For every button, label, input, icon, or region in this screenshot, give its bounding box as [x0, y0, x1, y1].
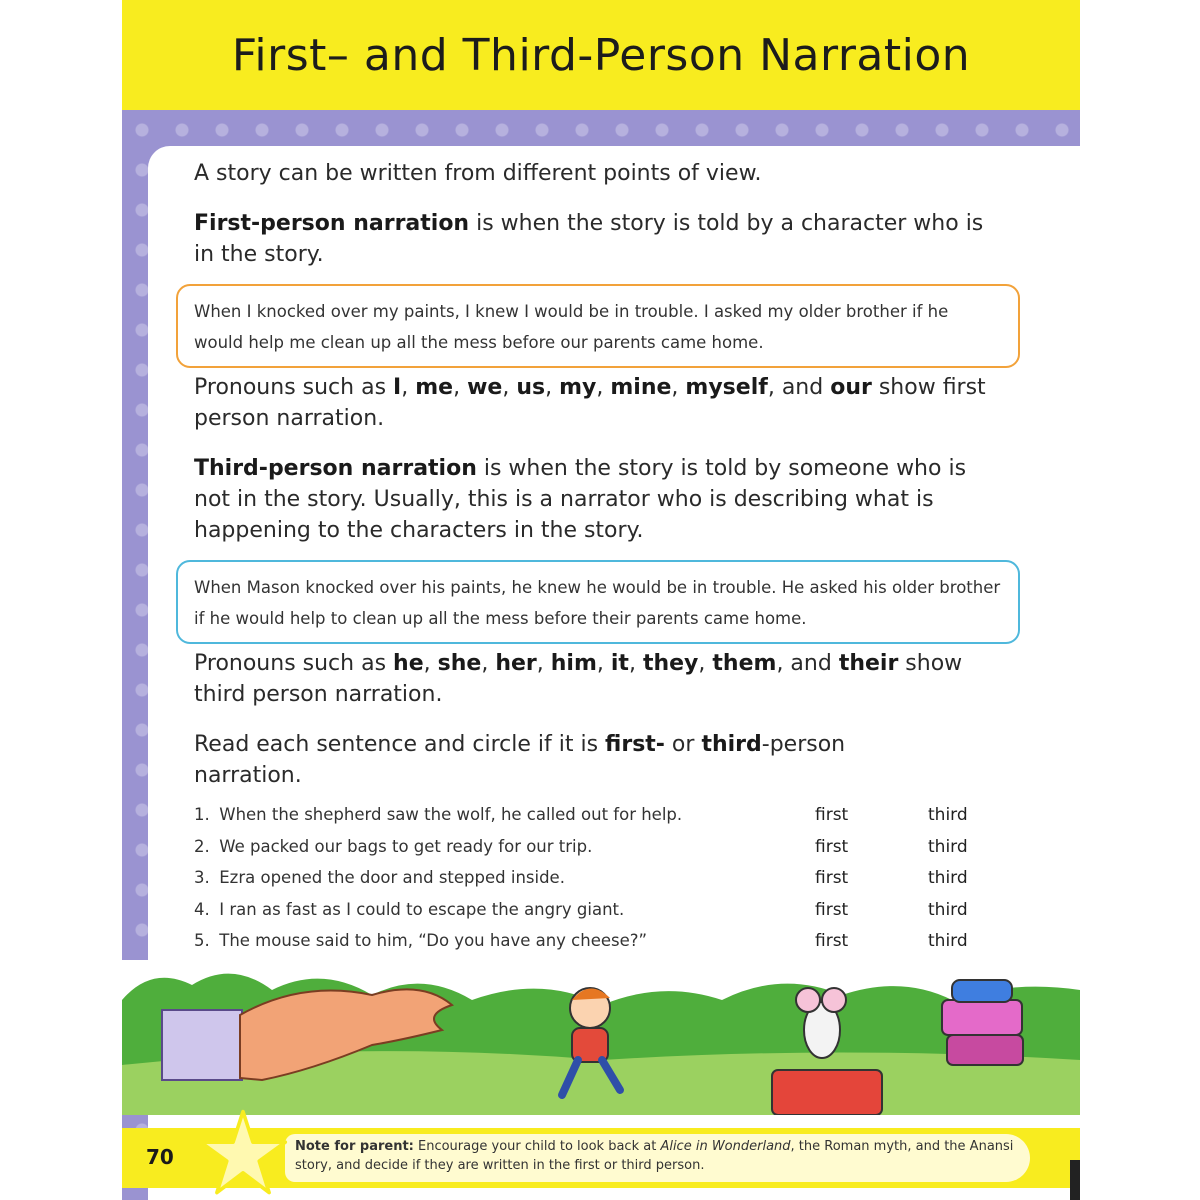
pronoun-tail: show third person narration. — [194, 651, 963, 707]
question-text: Ezra opened the door and stepped inside. — [219, 868, 565, 887]
instruction-third: third — [701, 732, 762, 757]
instruction — [194, 729, 914, 791]
question-row — [194, 895, 1014, 925]
suitcases-illustration — [942, 980, 1023, 1065]
parent-note — [295, 1137, 1015, 1175]
third-person-example-box — [176, 560, 1020, 644]
question-row — [194, 926, 1014, 956]
third-person-definition — [194, 453, 994, 546]
page-number: 70 — [146, 1145, 174, 1169]
question-text: The mouse said to him, “Do you have any cheese?” — [219, 931, 648, 950]
pronoun: I — [393, 375, 402, 400]
option-first[interactable]: first — [815, 805, 849, 825]
story-illustration — [122, 960, 1080, 1115]
instruction-part: -person narration. — [194, 732, 846, 788]
first-person-term: First-person narration — [194, 211, 470, 236]
pronoun: them — [712, 651, 777, 676]
picnic-basket-illustration — [772, 1070, 882, 1115]
option-third[interactable]: third — [928, 805, 968, 825]
pronoun: she — [437, 651, 482, 676]
instruction-first: first- — [605, 732, 665, 757]
pronoun: they — [642, 651, 699, 676]
star-icon — [198, 1108, 288, 1198]
pronoun: we — [467, 375, 503, 400]
option-first[interactable]: first — [815, 868, 849, 888]
instruction-part: or — [664, 732, 702, 757]
intro-text: A story can be written from different points of view. — [194, 161, 762, 186]
option-third[interactable]: third — [928, 931, 968, 951]
pronoun-and: , and — [776, 651, 839, 676]
pronoun: mine — [610, 375, 672, 400]
question-row — [194, 863, 1014, 893]
pronoun: him — [550, 651, 597, 676]
pronoun-lead: Pronouns such as — [194, 375, 394, 400]
option-third[interactable]: third — [928, 868, 968, 888]
option-third[interactable]: third — [928, 900, 968, 920]
question-text: I ran as fast as I could to escape the angry giant. — [219, 900, 625, 919]
question-row — [194, 800, 1014, 830]
question-text: When the shepherd saw the wolf, he called out for help. — [219, 805, 683, 824]
note-label: Note for parent: — [295, 1139, 414, 1154]
pronoun-tail: show first person narration. — [194, 375, 986, 431]
pronoun-and: , and — [767, 375, 831, 400]
pronoun-lead: Pronouns such as — [194, 651, 394, 676]
first-person-example: When I knocked over my paints, I knew I would be in trouble. I asked my older brother if he would help me clean up all the mess before our parents came home. — [194, 302, 949, 352]
pronoun: their — [838, 651, 899, 676]
first-person-pronouns: Pronouns such as I, me, we, us, my, mine, myself, and our show first person narration. — [194, 375, 986, 431]
question-number: 5. — [194, 931, 210, 950]
question-row — [194, 832, 1014, 862]
note-text: , the Roman myth, and the Anansi story, and decide if they are written in the first or third person. — [295, 1139, 1014, 1173]
option-first[interactable]: first — [815, 837, 849, 857]
first-person-example-box — [176, 284, 1020, 368]
pronoun: her — [495, 651, 537, 676]
question-text: We packed our bags to get ready for our trip. — [219, 837, 593, 856]
pronoun: myself — [685, 375, 768, 400]
option-first[interactable]: first — [815, 931, 849, 951]
question-number: 2. — [194, 837, 210, 856]
note-text: Encourage your child to look back at — [413, 1139, 661, 1154]
page-edge-bar — [1070, 1160, 1080, 1200]
page-title: First– and Third-Person Narration — [231, 29, 971, 81]
pronoun: me — [415, 375, 454, 400]
question-number: 4. — [194, 900, 210, 919]
pronoun: my — [559, 375, 597, 400]
option-first[interactable]: first — [815, 900, 849, 920]
instruction-part: Read each sentence and circle if it is — [194, 732, 606, 757]
pronoun: us — [516, 375, 546, 400]
question-number: 3. — [194, 868, 210, 887]
pronoun: he — [393, 651, 424, 676]
first-person-definition — [194, 208, 994, 270]
third-person-definition-text: is when the story is told by someone who is not in the story. Usually, this is a narrator who is describing what is happening to the characters in the story. — [194, 456, 967, 543]
pronoun: it — [610, 651, 629, 676]
note-title: Alice in Wonderland — [660, 1139, 791, 1154]
option-third[interactable]: third — [928, 837, 968, 857]
title-band — [122, 0, 1080, 110]
question-number: 1. — [194, 805, 210, 824]
pronoun: our — [830, 375, 872, 400]
third-person-example: When Mason knocked over his paints, he knew he would be in trouble. He asked his older brother if he would help to clean up all the mess before their parents came home. — [194, 578, 1001, 628]
first-person-definition-text: is when the story is told by a character who is in the story. — [194, 211, 984, 267]
third-person-pronouns: Pronouns such as he, she, her, him, it, they, them, and their show third person narration. — [194, 651, 963, 707]
third-person-term: Third-person narration — [194, 456, 477, 481]
